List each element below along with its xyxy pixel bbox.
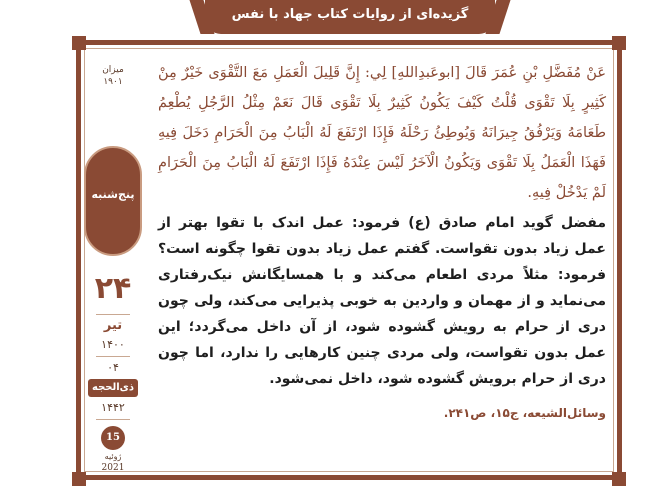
solar-month: تیر <box>103 318 123 333</box>
gregorian-day: 15 <box>101 426 125 450</box>
divider <box>96 419 130 420</box>
hadith-content <box>158 58 606 420</box>
hijri-year: ۱۴۴۲ <box>101 401 125 414</box>
weekday-label: پنج‌شنبه <box>91 188 135 201</box>
divider <box>96 314 130 315</box>
gregorian-year: 2021 <box>101 463 125 473</box>
solar-year: ۱۴۰۰ <box>101 338 125 351</box>
frame-corner-ornament <box>72 472 86 486</box>
hijri-day: ۰۴ <box>107 361 119 374</box>
side-top-note <box>82 64 144 88</box>
hadith-persian-translation: مفضل گوید امام صادق (ع) فرمود: عمل اندک با تقوا بهتر از عمل زیاد بدون تقواست. گفتم عمل زیاد بدون تقوا چگونه است؟ فرمود: مثلاً مردی اطعام می‌کند و با همسایگانش نیک‌رفتاری می‌نماید و از مهمان و واردین به خوبی پذیرایی می‌کند، ولی چون دری از حرام به رویش گشوده شود، از آن داخل می‌گردد؛ این عمل بدون تقواست، ولی مردی چنین کارهایی را ندارد، اما چون دری از حرام برویش گشوده شود، داخل نمی‌شود. <box>158 215 606 387</box>
side-top-year: ۱۹۰۱ <box>103 77 123 87</box>
divider <box>96 356 130 357</box>
page-title: گزیده‌ای از روایات کتاب جهاد با نفس <box>231 7 469 22</box>
side-top-label: میزان <box>102 65 124 75</box>
header-banner <box>205 0 495 34</box>
weekday-badge <box>84 146 142 256</box>
hadith-arabic-text: عَنْ مُفَضَّلِ بْنِ عُمَرَ قَالَ [ابوعَبدِاللهِ] لِي: إِنَّ قَلِيلَ الْعَمَلِ مَعَ التَّقْوَى خَيْرٌ مِنْ كَثِيرٍ بِلَا تَقْوَى قُلْتُ كَيْفَ يَكُونُ كَثِيرٌ بِلَا تَقْوَى قَالَ نَعَمْ مِثْلُ الرَّجُلِ يُطْعِمُ طَعَامَهُ وَيَرْفُقُ جِيرَانَهُ وَيُوطِئُ رَحْلَهُ فَإِذَا ارْتَفَعَ لَهُ الْبَابُ مِنَ الْحَرَامِ دَخَلَ فِيهِ فَهَذَا الْعَمَلُ بِلَا تَقْوَى وَيَكُونُ الْآخَرُ لَيْسَ عِنْدَهُ فَإِذَا ارْتَفَعَ لَهُ الْبَابُ مِنَ الْحَرَامِ لَمْ يَدْخُلْ فِيهِ. <box>158 65 606 201</box>
solar-day: ۲۴ <box>94 271 132 306</box>
frame-corner-ornament <box>612 36 626 50</box>
hijri-month: ذی‌الحجه <box>88 379 138 397</box>
date-sidebar <box>82 46 144 474</box>
frame-corner-ornament <box>612 472 626 486</box>
gregorian-month: ژوئیه <box>104 452 122 461</box>
hadith-source: وسائل‌الشیعه، ج۱۵، ص۲۴۱. <box>443 406 606 420</box>
